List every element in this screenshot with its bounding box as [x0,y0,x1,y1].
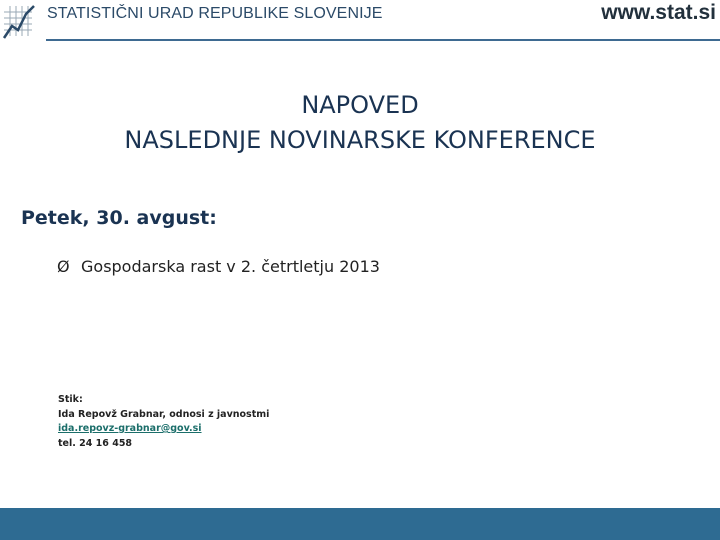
page-title [0,88,720,158]
title-line-1: NAPOVED [301,91,419,119]
list-item [57,257,380,276]
contact-phone: tel. 24 16 458 [58,437,133,449]
title-line-2: NASLEDNJE NOVINARSKE KONFERENCE [124,126,596,154]
arrow-bullet-icon: Ø [57,257,70,276]
header [0,0,720,40]
contact-label: Stik: [58,394,83,405]
footer-bar [0,508,720,540]
event-date: Petek, 30. avgust: [21,207,217,229]
list-item-text: Gospodarska rast v 2. četrtletju 2013 [81,257,380,276]
header-divider [46,39,720,41]
contact-email-link[interactable]: ida.repovz-grabnar@gov.si [58,423,202,434]
sors-chart-logo-icon [2,2,40,40]
org-name: STATISTIČNI URAD REPUBLIKE SLOVENIJE [47,5,383,22]
contact-block [58,393,269,451]
site-url[interactable]: www.stat.si [601,1,716,24]
contact-person: Ida Repovž Grabnar, odnosi z javnostmi [58,408,270,420]
